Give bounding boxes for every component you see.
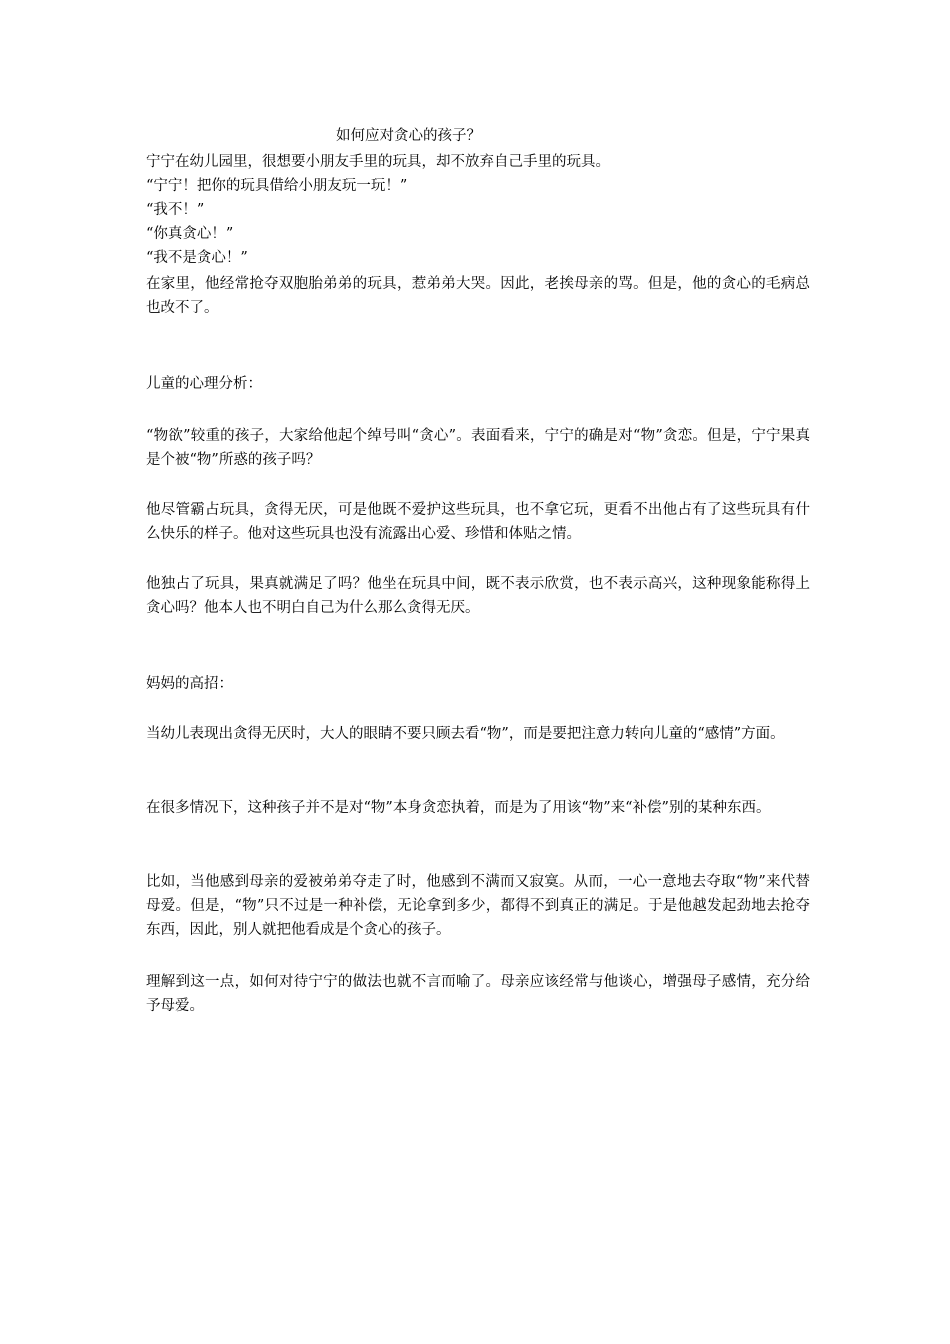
section2-paragraph-3: 比如，当他感到母亲的爱被弟弟夺走了时，他感到不满而又寂寞。从而，一心一意地去夺取“物”来代替母爱。但是，“物”只不过是一种补偿，无论拿到多少，都得不到真正的满足。于是他越发起劲地去抢夺东西，因此，别人就把他看成是个贪心的孩子。 bbox=[146, 874, 810, 938]
section2-paragraph-1: 当幼儿表现出贪得无厌时，大人的眼睛不要只顾去看“物”，而是要把注意力转向儿童的“感情”方面。 bbox=[146, 726, 785, 742]
section2-heading: 妈妈的高招： bbox=[146, 676, 233, 692]
section1-paragraph-2: 他尽管霸占玩具，贪得无厌，可是他既不爱护这些玩具，也不拿它玩，更看不出他占有了这些玩具有什么快乐的样子。他对这些玩具也没有流露出心爱、珍惜和体贴之情。 bbox=[146, 502, 810, 542]
intro-line-2: “宁宁！把你的玩具借给小朋友玩一玩！” bbox=[146, 178, 408, 194]
section1-paragraph-3: 他独占了玩具，果真就满足了吗？他坐在玩具中间，既不表示欣赏，也不表示高兴，这种现象能称得上贪心吗？他本人也不明白自己为什么那么贪得无厌。 bbox=[146, 576, 810, 616]
section1-paragraph-1: “物欲”较重的孩子，大家给他起个绰号叫“贪心”。表面看来，宁宁的确是对“物”贪恋。但是，宁宁果真是个被“物”所惑的孩子吗？ bbox=[146, 428, 810, 468]
intro-line-4: “你真贪心！” bbox=[146, 226, 234, 242]
document-title: 如何应对贪心的孩子？ bbox=[336, 128, 481, 144]
intro-line-3: “我不！” bbox=[146, 202, 205, 218]
section2-paragraph-4: 理解到这一点，如何对待宁宁的做法也就不言而喻了。母亲应该经常与他谈心，增强母子感情，充分给予母爱。 bbox=[146, 974, 810, 1014]
intro-line-1: 宁宁在幼儿园里，很想要小朋友手里的玩具，却不放弃自己手里的玩具。 bbox=[146, 154, 610, 170]
section2-paragraph-2: 在很多情况下，这种孩子并不是对“物”本身贪恋执着，而是为了用该“物”来“补偿”别的某种东西。 bbox=[146, 800, 771, 816]
intro-line-6: 在家里，他经常抢夺双胞胎弟弟的玩具，惹弟弟大哭。因此，老挨母亲的骂。但是，他的贪心的毛病总也改不了。 bbox=[146, 276, 810, 316]
intro-line-5: “我不是贪心！” bbox=[146, 250, 248, 266]
section1-heading: 儿童的心理分析： bbox=[146, 376, 262, 392]
